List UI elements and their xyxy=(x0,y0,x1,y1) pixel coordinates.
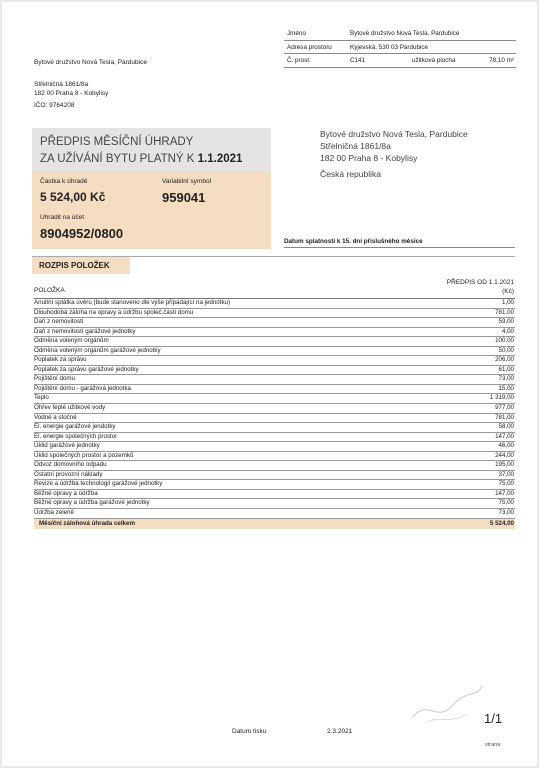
table-row xyxy=(34,509,515,519)
row-label: Daň z nemovitostí xyxy=(34,318,84,326)
info-row-address xyxy=(284,41,516,55)
unit-number-value: C141 xyxy=(350,57,366,64)
row-value: 73,00 xyxy=(498,509,514,517)
table-header xyxy=(34,276,515,299)
row-value: 195,00 xyxy=(495,461,514,469)
row-label: Úklid společných prostor a pozemků xyxy=(34,451,134,459)
amount-label: Částka k úhradě xyxy=(40,178,88,185)
table-row xyxy=(34,356,515,366)
row-value: 147,00 xyxy=(495,489,514,497)
divider xyxy=(284,247,515,248)
row-value: 4,00 xyxy=(501,327,514,335)
payment-title-line2 xyxy=(40,153,242,165)
row-value: 147,00 xyxy=(495,432,514,440)
print-date-label: Datum tisku xyxy=(232,728,267,735)
table-row xyxy=(34,404,515,414)
row-label: Úklid garážové jednotky xyxy=(34,442,100,450)
due-date-note: Datum splatnosti k 15. dni příslušného měsíce xyxy=(284,238,423,245)
column-header-value-line2: (Kč) xyxy=(502,288,514,295)
sender-city: 182 00 Praha 8 - Kobylisy xyxy=(34,90,109,97)
table-row xyxy=(34,414,515,424)
row-value: 50,00 xyxy=(498,346,514,354)
document-page xyxy=(2,2,537,766)
sender-name: Bytové družstvo Nová Tesla, Pardubice xyxy=(34,59,147,66)
variable-symbol-label: Variabilní symbol xyxy=(162,178,212,185)
row-value: 61,00 xyxy=(498,365,514,373)
column-header-item: POLOŽKA xyxy=(34,287,65,294)
row-label: Odvoz domovního odpadu xyxy=(34,461,107,469)
row-value: 37,00 xyxy=(498,470,514,478)
info-row-name xyxy=(284,27,516,41)
payment-details-box xyxy=(32,171,271,249)
info-row-unit xyxy=(284,54,516,68)
table-row xyxy=(34,337,515,347)
row-label: Běžné opravy a údržba xyxy=(34,489,98,497)
row-value: 244,00 xyxy=(495,451,514,459)
recipient-line3: 182 00 Praha 8 - Kobylisy xyxy=(320,153,418,163)
row-label: Ostatní provozní náklady xyxy=(34,470,103,478)
row-label: Vodné a stočné xyxy=(34,413,77,421)
row-value: 781,00 xyxy=(495,308,514,316)
table-row xyxy=(34,480,515,490)
row-label: Údržba zeleně xyxy=(34,509,74,517)
row-label: El. energie společných prostor xyxy=(34,432,118,440)
table-row xyxy=(34,452,515,462)
row-value: 100,00 xyxy=(495,337,514,345)
name-label: Jméno xyxy=(287,30,306,37)
row-label: Pojištění domu xyxy=(34,375,75,383)
sender-ico: IČO: 9764208 xyxy=(34,102,75,109)
row-value: 1,00 xyxy=(501,299,514,306)
row-label: Teplo xyxy=(34,394,49,402)
row-label: Poplatek za správu garážové jednotky xyxy=(34,365,139,373)
row-label: Pojištění domu - garážová jednotka xyxy=(34,384,131,392)
signature-icon xyxy=(407,678,487,728)
amount-value: 5 524,00 Kč xyxy=(40,190,106,204)
address-value: Kyjevská, 530 03 Pardubice xyxy=(350,43,429,51)
row-value: 206,00 xyxy=(495,356,514,364)
row-label: Odměna voleným orgánům xyxy=(34,337,109,345)
row-value: 58,00 xyxy=(498,423,514,431)
table-row xyxy=(34,433,515,443)
row-value: 59,00 xyxy=(498,318,514,326)
address-label: Adresa prostoru xyxy=(287,43,332,51)
items-table xyxy=(34,276,515,529)
payment-title-line1: PŘEDPIS MĚSÍČNÍ ÚHRADY xyxy=(40,136,194,148)
total-row xyxy=(34,519,515,529)
table-row xyxy=(34,423,515,433)
row-label: Odměna voleným orgánům garážové jednotky xyxy=(34,346,161,354)
row-label: El. energie garážové jendotky xyxy=(34,423,116,431)
table-row xyxy=(34,309,515,319)
table-row xyxy=(34,328,515,338)
table-row xyxy=(34,394,515,404)
payment-title-text: ZA UŽÍVÁNÍ BYTU PLATNÝ K xyxy=(40,153,195,165)
breakdown-title-box xyxy=(32,257,130,274)
row-value: 781,00 xyxy=(495,413,514,421)
valid-from-date: 1.1.2021 xyxy=(197,153,243,165)
row-label: Ohřev teplé užitkové vody xyxy=(34,404,106,412)
row-value: 46,00 xyxy=(498,442,514,450)
row-label: Daň z nemovitostí garážové jednotky xyxy=(34,327,136,335)
row-value: 15,00 xyxy=(498,384,514,392)
table-row xyxy=(34,366,515,376)
table-row xyxy=(34,375,515,385)
recipient-line4: Česká republika xyxy=(320,169,381,179)
unit-number-label: Č. prost. xyxy=(287,57,311,64)
recipient-line2: Střelničná 1861/8a xyxy=(320,141,391,151)
row-label: Anuitní splátka úvěru (bude stanoveno dle výše připadající na jednotku) xyxy=(34,299,231,306)
payment-title-box xyxy=(32,128,271,171)
row-label: Dlouhodobá záloha na opravy a údržbu společ.části domu xyxy=(34,308,194,316)
recipient-address xyxy=(320,128,468,180)
table-row xyxy=(34,490,515,500)
table-row xyxy=(34,499,515,509)
account-label: Uhradit na účet xyxy=(40,214,85,221)
table-row xyxy=(34,299,515,309)
recipient-line1: Bytové družstvo Nová Tesla, Pardubice xyxy=(320,129,468,139)
table-row xyxy=(34,471,515,481)
page-number: 1/1 xyxy=(484,711,503,726)
breakdown-title: ROZPIS POLOŽEK xyxy=(39,261,110,270)
sender-street: Střelničná 1861/8a xyxy=(34,81,89,88)
total-label: Měsíční zálohová úhrada celkem xyxy=(39,519,135,527)
variable-symbol-value: 959041 xyxy=(162,190,206,205)
column-header-value xyxy=(447,279,514,295)
floor-area-label: užitková plocha xyxy=(412,57,456,64)
row-value: 73,00 xyxy=(498,375,514,383)
page-label: strana xyxy=(485,742,501,748)
row-label: Poplatek za správu xyxy=(34,356,87,364)
row-value: 75,00 xyxy=(498,499,514,507)
row-value: 1 319,00 xyxy=(489,394,514,402)
total-value: 5 524,00 xyxy=(489,519,514,527)
table-row xyxy=(34,347,515,357)
account-value: 8904952/0800 xyxy=(40,226,124,241)
property-info-table xyxy=(284,27,516,68)
print-date-value: 2.3.2021 xyxy=(327,728,353,735)
name-value: Bytové družstvo Nová Tesla, Pardubice xyxy=(350,30,460,37)
floor-area-value: 78,10 m² xyxy=(489,57,514,64)
row-value: 75,00 xyxy=(498,480,514,488)
row-label: Revize a údržba technologií garážové jednotky xyxy=(34,480,163,488)
table-row xyxy=(34,318,515,328)
row-label: Běžné opravy a údržba garážové jednotky xyxy=(34,499,150,507)
table-row xyxy=(34,442,515,452)
table-body xyxy=(34,299,515,519)
row-value: 977,00 xyxy=(495,404,514,412)
table-row xyxy=(34,461,515,471)
table-row xyxy=(34,385,515,395)
column-header-value-line1: PŘEDPIS OD 1.1.2021 xyxy=(446,279,514,286)
